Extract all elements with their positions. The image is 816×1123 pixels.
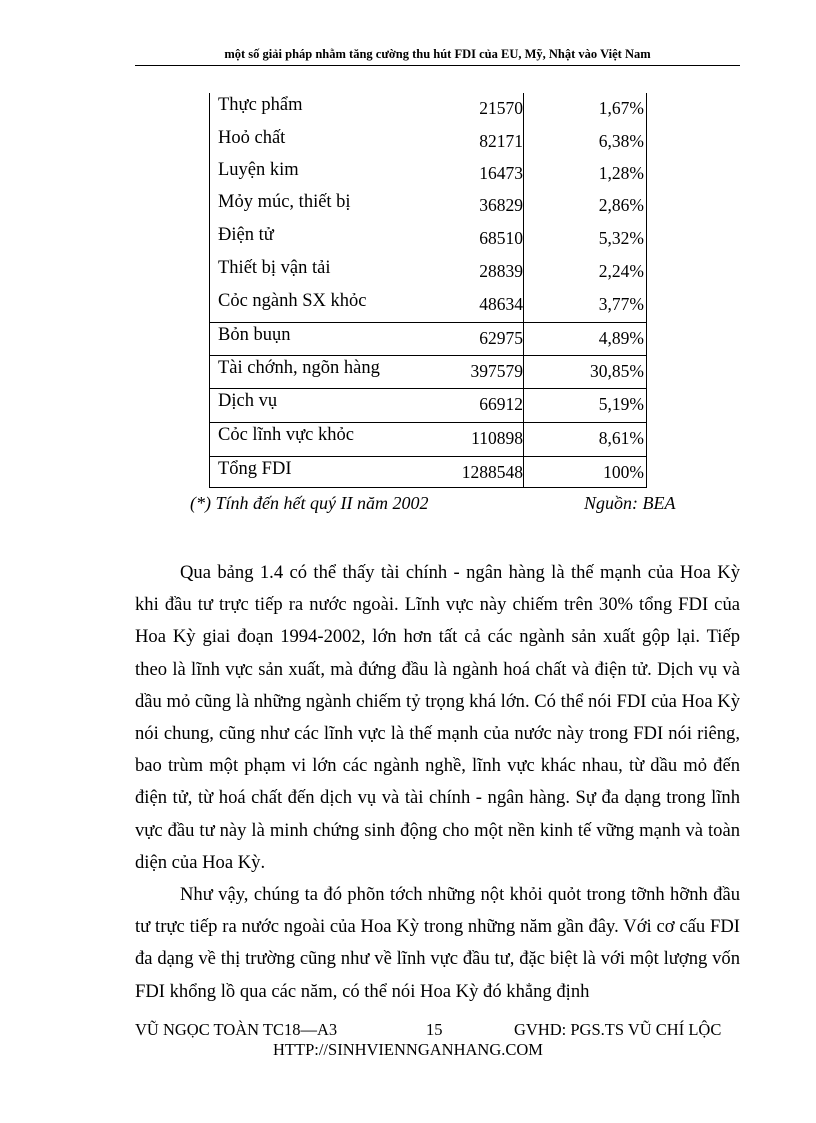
sector-name: Cỏc ngành SX khỏc xyxy=(218,291,367,311)
sector-name: Dịch vụ xyxy=(218,391,278,411)
sector-value: 28839 xyxy=(479,261,523,281)
table-row xyxy=(209,356,647,386)
table-horizontal-rule xyxy=(209,487,647,488)
sector-share: 5,19% xyxy=(598,394,644,414)
page-header-title: một số giải pháp nhằm tăng cường thu hút FDI của EU, Mỹ, Nhật vào Việt Nam xyxy=(224,47,651,61)
sector-share: 5,32% xyxy=(598,228,644,248)
body-paragraph-2: Như vậy, chúng ta đó phõn tớch những nột khỏi quỏt trong tỡnh hỡnh đầu tư trực tiếp ra nước ngoài của Hoa Kỳ trong những năm gần đây. Với cơ cấu FDI đa dạng về thị trường cũng như về lĩnh vực đầu tư, đặc biệt là với một lượng vốn FDI khổng lồ qua các năm, có thể nói Hoa Kỳ đó khẳng định xyxy=(135,884,740,1002)
sector-share: 1,67% xyxy=(598,98,644,118)
sector-value: 110898 xyxy=(471,428,523,448)
table-row xyxy=(209,256,647,286)
table-source: Nguồn: BEA xyxy=(584,493,676,513)
table-row xyxy=(209,190,647,220)
header-rule xyxy=(135,65,740,66)
sector-share: 6,38% xyxy=(598,131,644,151)
table-row xyxy=(209,457,647,487)
sector-name: Tài chớnh, ngõn hàng xyxy=(218,358,380,378)
sector-name: Thực phẩm xyxy=(218,95,303,115)
sector-name: Điện tử xyxy=(218,225,274,245)
sector-value: 16473 xyxy=(479,163,523,183)
sector-value: 68510 xyxy=(479,228,523,248)
sector-value: 66912 xyxy=(479,394,523,414)
sector-value: 397579 xyxy=(470,361,523,381)
sector-share: 2,24% xyxy=(598,261,644,281)
sector-value: 82171 xyxy=(479,131,523,151)
body-paragraph-1: Qua bảng 1.4 có thể thấy tài chính - ngân hàng là thế mạnh của Hoa Kỳ khi đầu tư trực tiếp ra nước ngoài. Lĩnh vực này chiếm trên 30% tổng FDI của Hoa Kỳ giai đoạn 1994-2002, lớn hơn tất cả các ngành sản xuất gộp lại. Tiếp theo là lĩnh vực sản xuất, mà đứng đầu là ngành hoá chất và điện tử. Dịch vụ và dầu mỏ cũng là những ngành chiếm tỷ trọng khá lớn. Có thể nói FDI của Hoa Kỳ nói chung, cũng như các lĩnh vực là thế mạnh của nước này trong FDI nói riêng, bao trùm một phạm vi lớn các ngành nghề, lĩnh vực khác nhau, từ dầu mỏ đến điện tử, từ hoá chất đến dịch vụ và tài chính - ngân hàng. Sự đa dạng trong lĩnh vực đầu tư này là minh chứng sinh động cho một nền kinh tế vững mạnh và toàn diện của Hoa Kỳ. xyxy=(135,562,740,873)
sector-value: 48634 xyxy=(479,294,523,314)
table-note: (*) Tính đến hết quý II năm 2002 xyxy=(190,493,429,513)
sector-share: 8,61% xyxy=(598,428,644,448)
table-row xyxy=(209,289,647,319)
table-row xyxy=(209,126,647,156)
sector-share: 2,86% xyxy=(598,195,644,215)
sector-name: Thiết bị vận tải xyxy=(218,258,331,278)
footer-page-number: 15 xyxy=(426,1020,443,1039)
table-row xyxy=(209,158,647,188)
sector-name: Cỏc lĩnh vực khỏc xyxy=(218,425,354,445)
table-row xyxy=(209,423,647,453)
table-row xyxy=(209,323,647,353)
sector-name: Hoỏ chất xyxy=(218,128,286,148)
footer-url: HTTP://SINHVIENNGANHANG.COM xyxy=(273,1040,543,1059)
sector-value: 21570 xyxy=(479,98,523,118)
sector-name: Bỏn buụn xyxy=(218,325,291,345)
table-row xyxy=(209,389,647,419)
sector-value: 62975 xyxy=(479,328,523,348)
sector-value: 1288548 xyxy=(461,462,523,482)
sector-share: 1,28% xyxy=(598,163,644,183)
footer-advisor: GVHD: PGS.TS VŨ CHÍ LỘC xyxy=(514,1020,722,1039)
sector-name: Tổng FDI xyxy=(218,459,292,479)
sector-share: 100% xyxy=(603,462,644,482)
sector-name: Mỏy múc, thiết bị xyxy=(218,192,351,212)
sector-share: 30,85% xyxy=(590,361,644,381)
table-row xyxy=(209,223,647,253)
sector-name: Luyện kim xyxy=(218,160,299,180)
footer-author: VŨ NGỌC TOÀN TC18—A3 xyxy=(135,1020,338,1039)
sector-value: 36829 xyxy=(479,195,523,215)
sector-share: 4,89% xyxy=(598,328,644,348)
table-row xyxy=(209,93,647,123)
sector-share: 3,77% xyxy=(598,294,644,314)
